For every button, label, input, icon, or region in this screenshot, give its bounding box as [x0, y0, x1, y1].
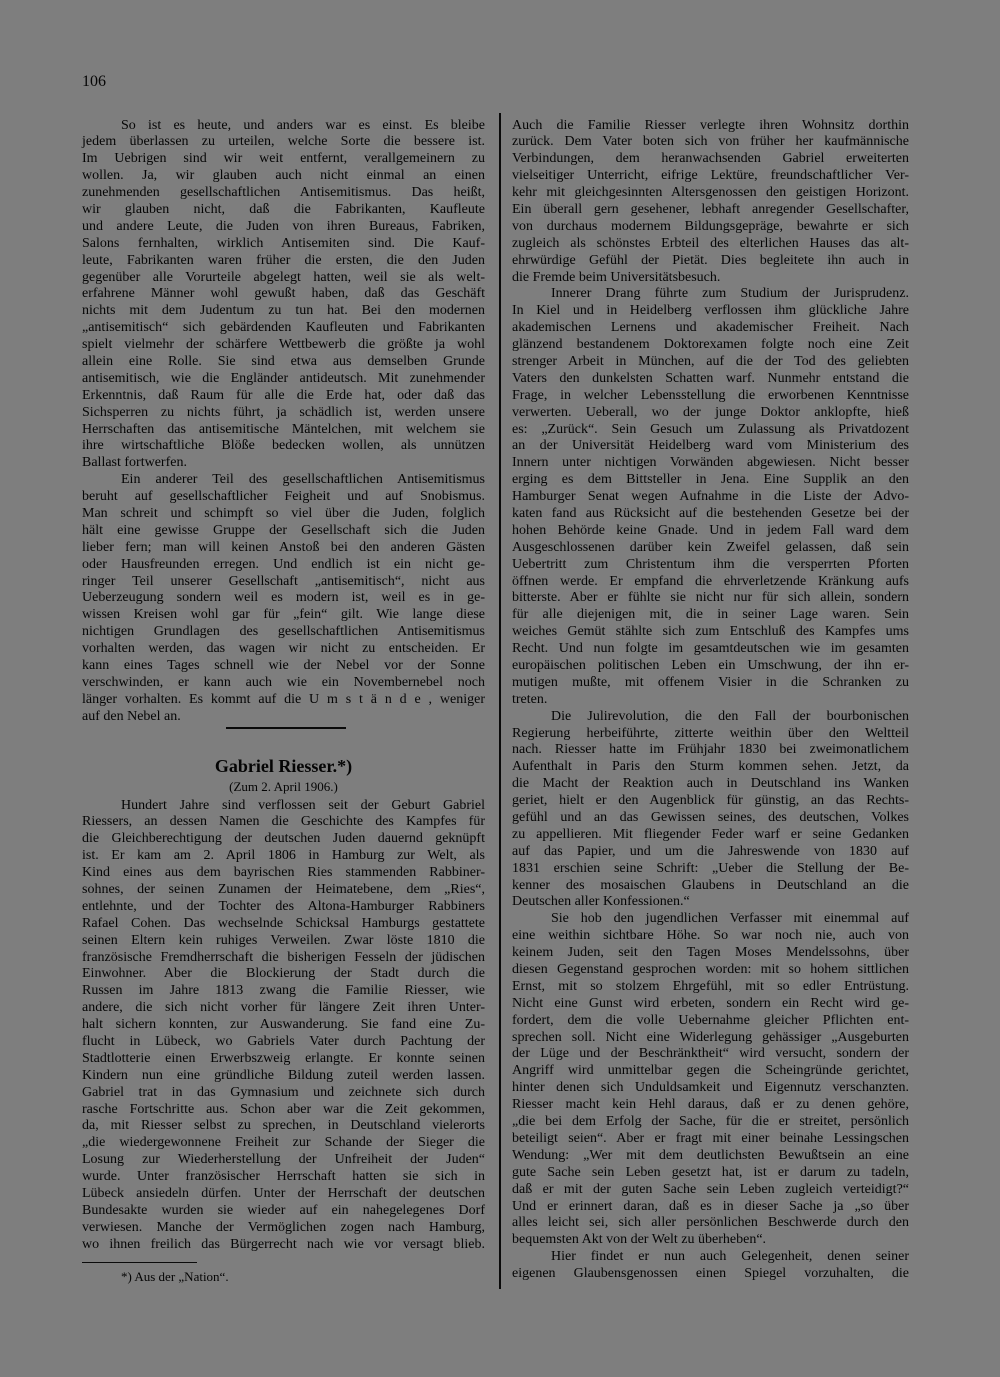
text-line: treten. — [512, 691, 548, 707]
text-line: zu appellieren. Mit fliegender Feder warf er seine Gedanken — [512, 826, 909, 842]
text-line: Frage, in welcher Lebensstellung die erworbenen Kenntnisse — [512, 387, 909, 403]
text-line: von durchaus modernem Bildungsgepräge, bewahrte er sich — [512, 218, 909, 234]
text-line: erfahrene Männer wohl gewußt haben, daß das Geschäft — [82, 286, 485, 302]
text-line: Angriff wird unmittelbar gegen die Scheingründe gerichtet, — [512, 1063, 909, 1079]
text-line: lieber fern; man will keinen Anstoß bei den anderen Gästen — [82, 539, 485, 555]
text-line: Man schreit und schimpft so viel über die Juden, folglich — [82, 505, 485, 521]
text-line: zunehmenden gesellschaftlichen Antisemitismus. Das heißt, — [82, 185, 485, 201]
text-line: wo ihnen freilich das Bürgerrecht nach wie vor versagt blieb. — [82, 1236, 485, 1252]
text-line: ist. Er kam am 2. April 1806 in Hamburg zur Welt, als — [82, 848, 485, 864]
text-line: gegenüber alle Vorurteile abgelegt hatten, weil sie als welt- — [82, 269, 485, 285]
text-line: ihre wirtschaftliche Blöße bedecken wollen, als unnützen — [82, 438, 485, 454]
text-line: In Kiel und in Heidelberg verflossen ihm glückliche Jahre — [512, 303, 909, 319]
text-line: geriet, hielt er den Augenblick für günstig, an das Rechts- — [512, 793, 909, 809]
text-line: Ausgeschlossenen darüber kein Zweifel gelassen, daß sein — [512, 539, 909, 555]
text-line: Innerer Drang führte zum Studium der Jurisprudenz. — [551, 286, 909, 302]
text-line: auf den Nebel an. — [82, 708, 181, 724]
article-text-left-column — [82, 798, 485, 1254]
text-line: da, mit Riesser selbst zu sprechen, in Deutschland vielerorts — [82, 1118, 485, 1134]
text-line: vielseitiger Unterricht, eifrige Lektüre, freundschaftlicher Ver- — [512, 168, 909, 184]
text-line: halt sichern konnten, zur Auswanderung. Sie fand eine Zu- — [82, 1017, 485, 1033]
text-line: französische Fremdherrschaft die bisherigen Fesseln der jüdischen — [82, 949, 485, 965]
paragraph — [512, 1249, 909, 1283]
text-line: antisemitisch, wie die Engländer antideutsch. Mit zunehmender — [82, 370, 485, 386]
text-line: keinem Juden, seit den Tagen Moses Mendelssohns, über — [512, 945, 909, 961]
text-line: oder Hausfreunden erregen. Und endlich ist ein nicht ge- — [82, 556, 485, 572]
column-divider-line — [499, 113, 501, 1289]
text-line: Ueberzeugung sondern weil es modern ist, weil es in ge- — [82, 590, 485, 606]
text-line: nach. Riesser hatte im Frühjahr 1830 bei zweimonatlichem — [512, 742, 909, 758]
text-line: verwerten. Ueberall, wo der junge Doktor anklopfte, hieß — [512, 404, 909, 420]
page-number: 106 — [82, 73, 106, 90]
text-line: eine weithin sichtbare Höhe. So war noch nie, auch von — [512, 928, 909, 944]
paragraph — [512, 286, 909, 708]
text-line: vorhalten werden, das wagen wir nicht zu entscheiden. Er — [82, 641, 485, 657]
paragraph — [82, 118, 485, 473]
text-line: die Macht der Reaktion auch in Deutschland ins Wanken — [512, 776, 909, 792]
text-line: allein eine Rolle. Sie sind etwa aus demselben Grunde — [82, 353, 485, 369]
text-line: strenger Arbeit in München, auf die der Tod des geliebten — [512, 353, 909, 369]
text-line: seinen Eltern kein ruhiges Verweilen. Zwar löste 1810 die — [82, 932, 485, 948]
text-line: „die wiedergewonnene Freiheit zur Schande der Sieger die — [82, 1135, 485, 1151]
text-line: Riessers, an dessen Namen die Geschichte des Kampfes für — [82, 814, 485, 830]
text-line: eigenen Glaubensgenossen einen Spiegel vorzuhalten, die — [512, 1266, 909, 1282]
text-line: Kindern nun eine gründliche Bildung zuteil werden lassen. — [82, 1067, 485, 1083]
text-line: Rafael Cohen. Das wechselnde Schicksal Hamburgs gestattete — [82, 915, 485, 931]
text-line: die Fremde beim Universitätsbesuch. — [512, 269, 721, 285]
text-line: weiches Gemüt stählte sich zum Entschluß des Kampfes ums — [512, 624, 909, 640]
article-separator-rule — [226, 727, 346, 729]
text-line: bequemsten Akt von der Welt zu überheben“. — [512, 1232, 767, 1248]
text-line: Kind eines aus dem bayrischen Ries stammenden Rabbiner- — [82, 865, 485, 881]
text-line: fordert, dem die volle Uebernahme gleicher Pflichten ent- — [512, 1012, 909, 1028]
previous-article-text — [82, 118, 485, 726]
text-line: wissen Kreisen wohl gar für „fein“ gilt. Wie lange diese — [82, 607, 485, 623]
text-line: bitterste. Aber er fühlte sie nicht nur für sich allein, sondern — [512, 590, 909, 606]
text-line: akademischen Lernens und akademischer Freiheit. Nach — [512, 320, 909, 336]
text-line: Bundesakte wurden sie wieder auf ein nahegelegenes Dorf — [82, 1202, 485, 1218]
text-line: Erkenntnis, daß Raum für alle die Erde hat, oder daß das — [82, 387, 485, 403]
text-line: So ist es heute, und anders war es einst. Es bleibe — [121, 117, 485, 133]
text-line: wir glauben nicht, daß die Fabrikanten, Kaufleute — [82, 201, 485, 217]
text-line: Recht. Und nun folgte im gesamtdeutschen wie im gesamten — [512, 641, 909, 657]
paragraph — [512, 911, 909, 1249]
text-line: ringer Teil unserer Gesellschaft „antisemitisch“, nicht aus — [82, 573, 485, 589]
text-line: beteiligt seien“. Aber er fragt mit einer beinahe Lessingschen — [512, 1130, 909, 1146]
text-line: kann eines Tages schnell wie der Nebel vor der Sonne — [82, 658, 485, 673]
text-line: spielt vielmehr der schärfere Wettbewerb die größte ja wohl — [82, 337, 485, 353]
text-line: verschwinden, er kann auch wie ein Novembernebel noch — [82, 674, 485, 690]
text-line: Ein überall gern gesehener, lebhaft anregender Gesellschafter, — [512, 201, 909, 217]
text-line: flucht in Lübeck, wo Gabriels Vater durch Pachtung der — [82, 1033, 485, 1049]
text-line: für alle diejenigen mit, die in seiner Lage waren. Sein — [512, 607, 909, 623]
text-line: wollen. Ja, wir glauben auch nicht einmal an einen — [82, 168, 485, 184]
text-line: öffnen werde. Er empfand die ehrverletzende Kränkung aufs — [512, 573, 909, 589]
text-line: rasche Fortschritte aus. Schon aber war die Zeit gekommen, — [82, 1101, 485, 1117]
text-line: mutigen mußte, mit offenem Visier in die Schranken zu — [512, 674, 909, 690]
paragraph — [512, 118, 909, 287]
text-line: Salons fernhalten, wirklich Antisemiten sind. Die Kauf- — [82, 235, 485, 251]
text-line: „antisemitisch“ sich gebärdenden Kaufleuten und Fabrikanten — [82, 320, 485, 336]
text-line: hohen Behörde keine Gnade. Und in jedem Fall ward dem — [512, 522, 909, 538]
text-line: Regierung herbeiführte, zitterte weithin über den Weltteil — [512, 725, 909, 741]
text-line: andere, die sich nicht vorher für längere Zeit ihren Unter- — [82, 1000, 485, 1016]
article-subtitle: (Zum 2. April 1906.) — [229, 779, 338, 794]
text-line: nichts mit dem Judentum zu tun hat. Bei den modernen — [82, 303, 485, 319]
text-line: Wendung: „Wer mit dem deutlichsten Bewußtsein an eine — [512, 1147, 909, 1163]
text-line: leute, Fabrikanten waren früher die ersten, die den Juden — [82, 252, 485, 268]
text-line: Sichsperren zu nichts führt, ja schädlich ist, werden unsere — [82, 404, 485, 420]
text-line: ehrwürdige Gefühl der Pietät. Dies begleitete ihn auch in — [512, 252, 909, 268]
text-line: Hier findet er nun auch Gelegenheit, denen seiner — [551, 1249, 909, 1265]
article-text-right-column — [512, 118, 909, 1283]
text-line: auf das Papier, und um die Jahreswende von 1830 auf — [512, 843, 909, 859]
text-line: Ein anderer Teil des gesellschaftlichen Antisemitismus — [121, 472, 485, 488]
text-line: Russen im Jahre 1813 zwang die Familie Riesser, wie — [82, 983, 485, 999]
text-line: Stadtlotterie einen Erwerbszweig erlangte. Er konnte seinen — [82, 1050, 485, 1066]
text-line: „die bei dem Erfolg der Sache, für die er streitet, persönlich — [512, 1114, 909, 1130]
text-line: Losung zur Wiederherstellung der Unfreiheit der Juden“ — [82, 1152, 485, 1168]
paragraph — [512, 709, 909, 912]
text-line: 1831 erschien seine Schrift: „Ueber die Stellung der Be- — [512, 860, 909, 876]
text-line: Vaters den dunkelsten Schatten warf. Nunmehr entstand die — [512, 370, 909, 386]
text-line: gefühl und an das Gewissen seines, des deutschen, Volkes — [512, 810, 909, 826]
text-line: jedem überlassen zu urteilen, welche Sorte die bessere ist. — [82, 134, 485, 150]
text-line: Im Uebrigen sind wir weit entfernt, verallgemeinern zu — [82, 151, 485, 167]
text-line: nichtigen Grundlagen des gesellschaftlichen Antisemitismus — [82, 624, 485, 640]
text-line: es: „Zurück“. Sein Gesuch um Zulassung als Privatdozent — [512, 421, 909, 437]
text-line: Und er erinnert daran, daß es in dieser Sache ja „so über — [512, 1198, 909, 1214]
text-line: Hundert Jahre sind verflossen seit der Geburt Gabriel — [121, 797, 485, 813]
article-title: Gabriel Riesser.*) — [214, 756, 353, 776]
text-line: daß er mit der guten Sache sein Leben zugleich verteidigt?“ — [512, 1181, 909, 1197]
text-line: Hamburger Senat wegen Aufnahme in die Liste der Advo- — [512, 489, 909, 505]
text-line: entlehnte, und der Tochter des Altona-Hamburger Rabbiners — [82, 898, 485, 914]
text-line: glänzend bestandenem Doktorexamen folgte noch eine Zeit — [512, 337, 909, 353]
text-line: alles leicht sei, sich aller persönlichen Beschwerde durch den — [512, 1215, 909, 1231]
text-line: länger vorhalten. Es kommt auf die U m s t ä n d e , weniger — [82, 691, 485, 707]
text-line: erging es dem Bittsteller in Jena. Eine Supplik an den — [512, 472, 909, 488]
text-line: hält eine gewisse Gruppe der Gesellschaft sich die Juden — [82, 522, 485, 538]
text-line: Riesser macht kein Hehl daraus, daß er zu denen gehöre, — [512, 1097, 909, 1113]
text-line: europäischen politischen Leben ein Umschwung, der ihn er- — [512, 658, 909, 673]
text-line: Auch die Familie Riesser verlegte ihren Wohnsitz dorthin — [512, 117, 909, 133]
text-line: beruht auf gesellschaftlicher Feigheit und auf Snobismus. — [82, 489, 485, 505]
text-line: die Gleichberechtigung der deutschen Juden dauernd geknüpft — [82, 831, 485, 847]
text-line: Herrschaften das antisemitische Mäntelchen, mit welchem sie — [82, 421, 485, 437]
text-line: Sie hob den jugendlichen Verfasser mit einemmal auf — [551, 911, 909, 927]
paragraph — [82, 472, 485, 725]
text-line: hinter denen sich Unduldsamkeit und Eigennutz verschanzten. — [512, 1080, 909, 1096]
text-line: und andere Leute, die Juden von ihren Bureaus, Fabriken, — [82, 218, 485, 234]
text-line: Nicht eine Gunst wird erbeten, sondern ein Recht wird ge- — [512, 995, 909, 1011]
text-line: Verbindungen, dem heranwachsenden Gabriel erweiterten — [512, 151, 909, 167]
text-line: Einwohner. Aber die Blockierung der Stadt durch die — [82, 966, 485, 982]
text-line: Uebertritt zum Christentum ihm die versperrten Pforten — [512, 556, 909, 572]
text-line: zurück. Dem Vater boten sich von früher her kaufmännische — [512, 134, 909, 150]
text-line: sohnes, der seinen Zunamen der Heimatebene, dem „Ries“, — [82, 881, 485, 897]
text-line: sprechen soll. Nicht eine Widerlegung gehässiger „Ausgeburten — [512, 1029, 909, 1045]
footnote: *) Aus der „Nation“. — [121, 1269, 229, 1284]
text-line: diesen Gegenstand gesprochen worden: mit so hohem sittlichen — [512, 962, 909, 978]
text-line: kenner des mosaischen Glaubens in Deutschland an die — [512, 877, 909, 893]
text-line: Lübeck ansiedeln dürfen. Unter der Herrschaft der deutschen — [82, 1185, 485, 1201]
text-line: verwiesen. Manche der Vermöglichen zogen nach Hamburg, — [82, 1219, 485, 1235]
text-line: Aufenthalt in Paris den Sturm kommen sehen. Jetzt, da — [512, 759, 909, 775]
text-line: kehr mit gleichgesinnten Altersgenossen den geistigen Horizont. — [512, 185, 909, 201]
text-line: Innern unter nichtigen Vorwänden abgewiesen. Nicht besser — [512, 455, 909, 471]
text-line: der Lüge und der Beschränktheit“ wird versucht, sondern der — [512, 1046, 909, 1062]
paragraph — [82, 798, 485, 1254]
text-line: Ballast fortwerfen. — [82, 455, 187, 471]
text-line: Die Julirevolution, die den Fall der bourbonischen — [551, 708, 909, 724]
text-line: Ernst, mit so stolzem Ehrgefühl, mit so edler Entrüstung. — [512, 978, 909, 994]
footnote-rule — [82, 1262, 197, 1263]
text-line: zugleich als schönstes Erbteil des elterlichen Hauses das alt- — [512, 235, 909, 251]
text-line: katen fand aus Rücksicht auf die bestehenden Gesetze bei der — [512, 505, 909, 521]
text-line: wurde. Unter französischer Herrschaft hatten sie sich in — [82, 1169, 485, 1185]
text-line: Deutschen aller Konfessionen.“ — [512, 894, 690, 910]
text-line: gute Sache sein Leben gesetzt hat, ist er darum zu tadeln, — [512, 1164, 909, 1180]
text-line: an der Universität Heidelberg ward vom Ministerium des — [512, 438, 909, 454]
text-line: Gabriel trat in das Gymnasium und zeichnete sich durch — [82, 1084, 485, 1100]
